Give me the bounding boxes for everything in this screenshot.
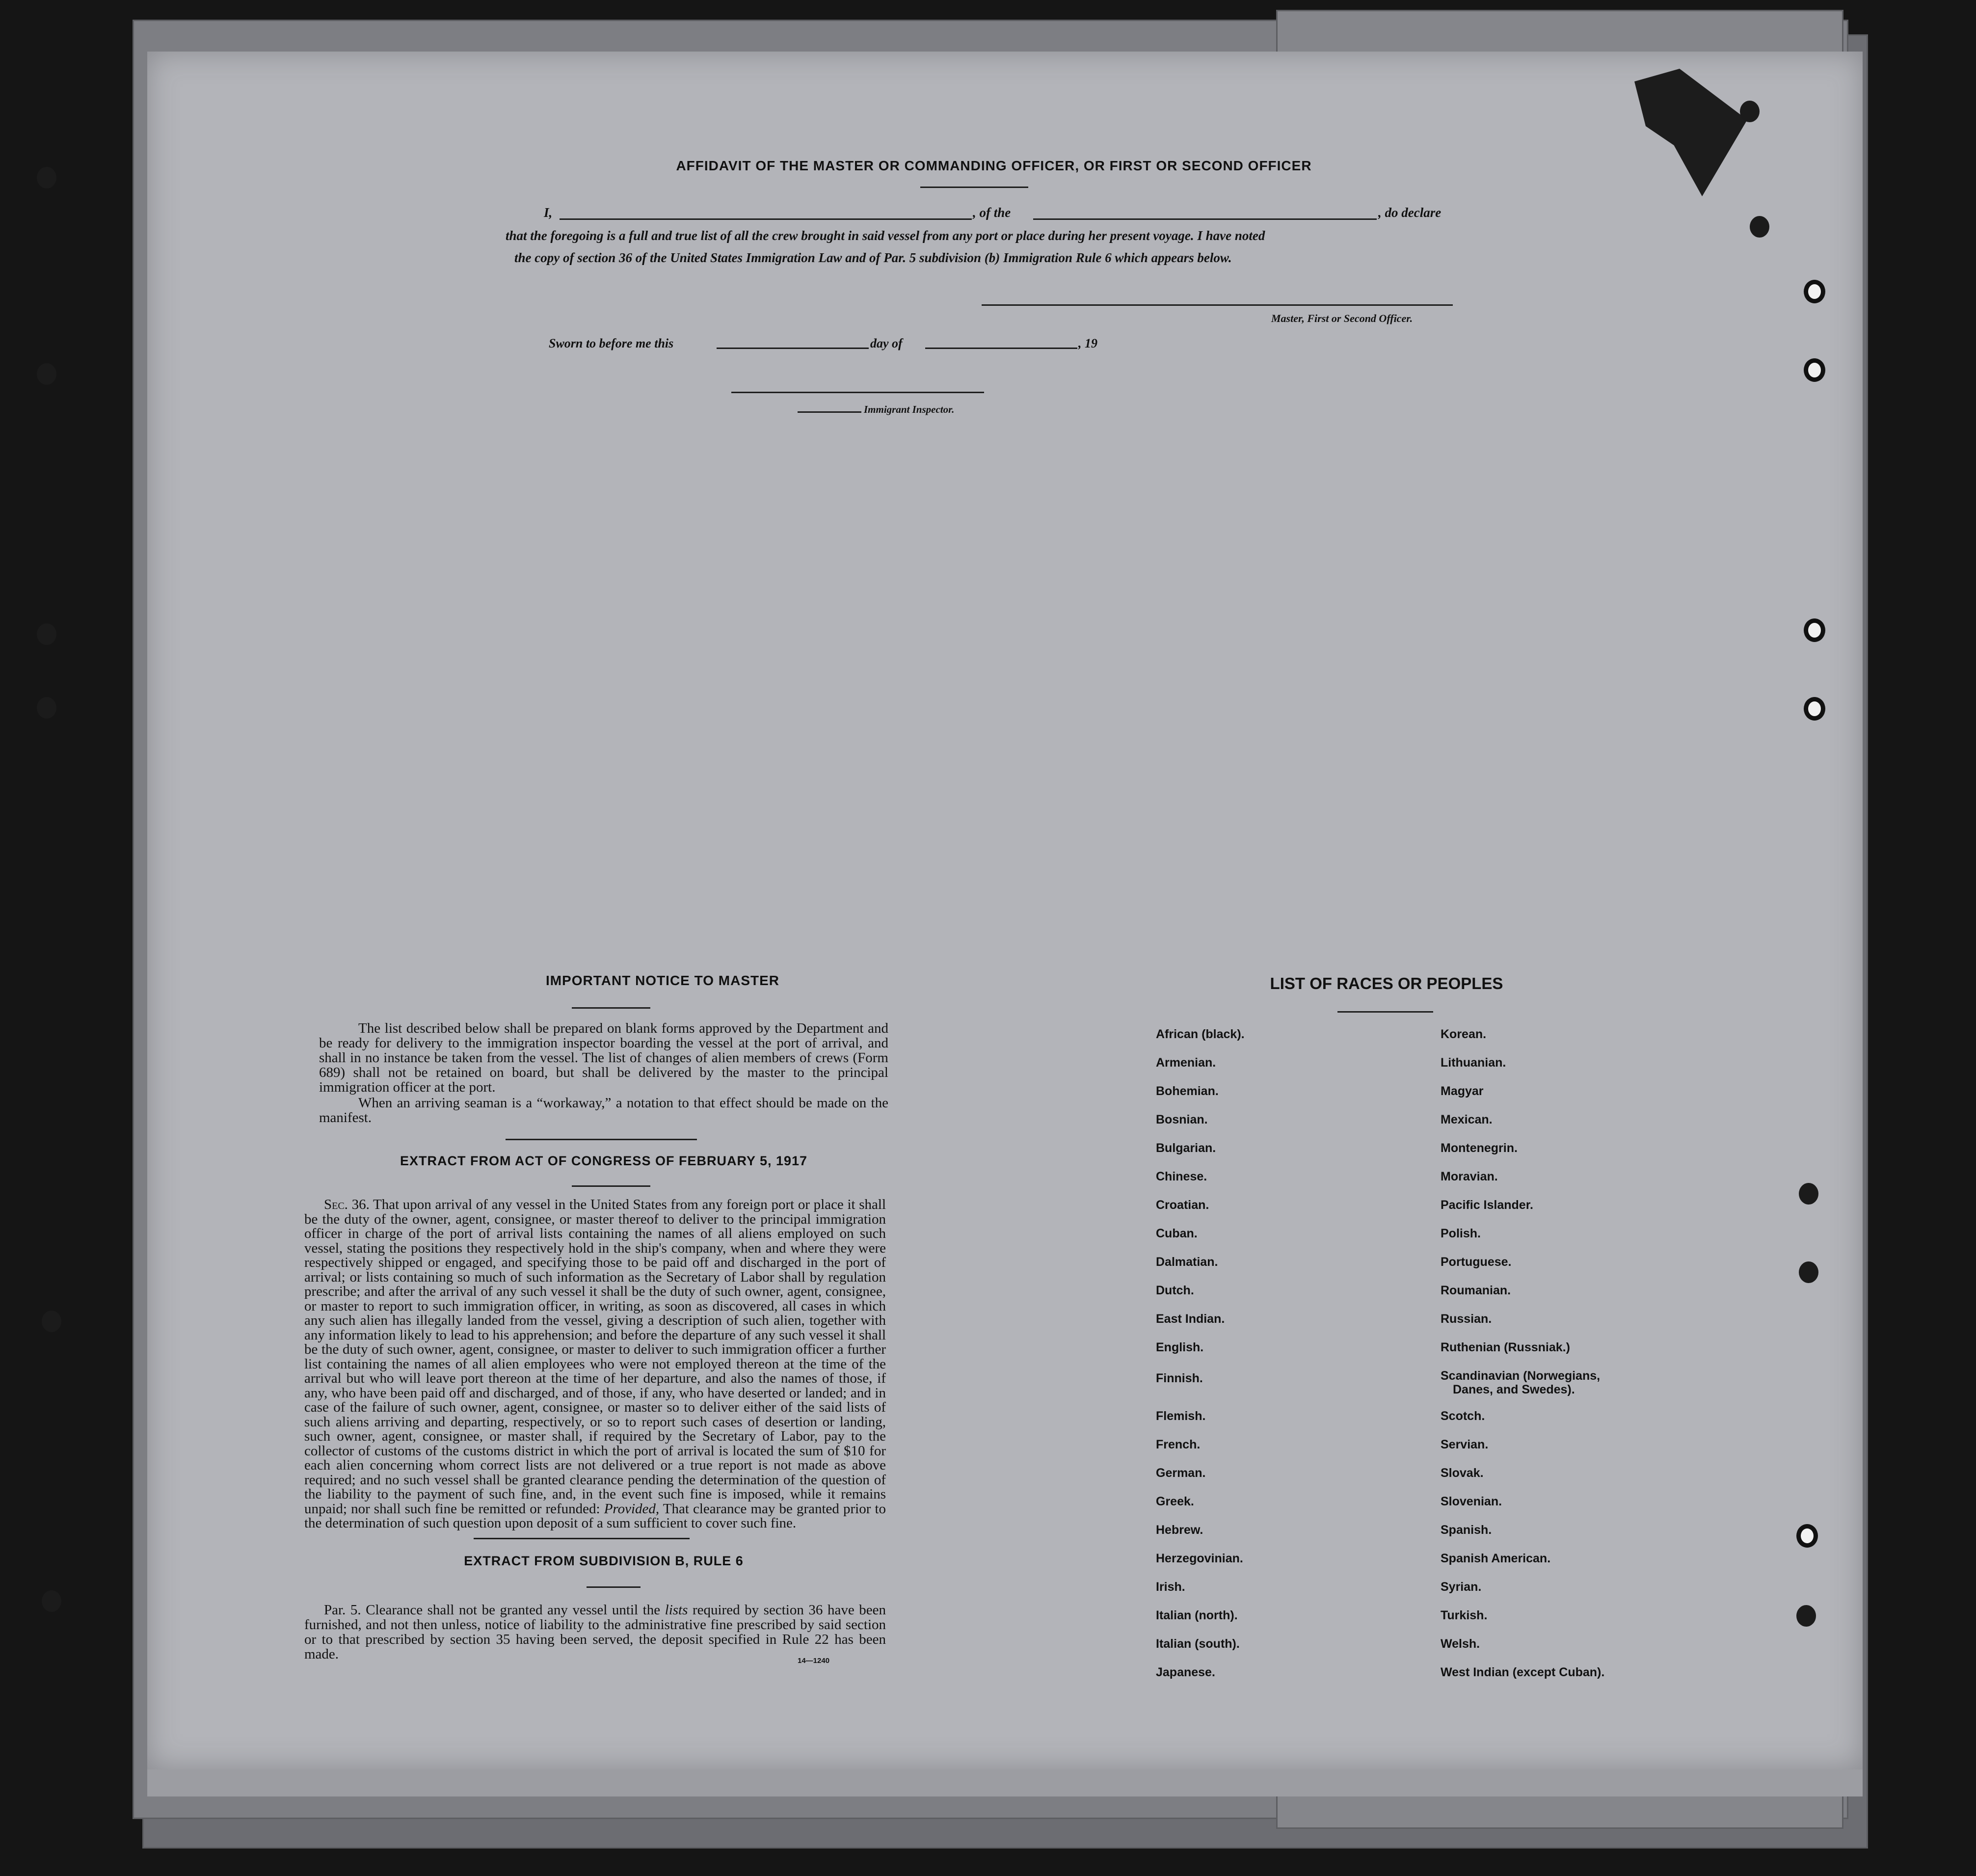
sworn-label: Sworn to before me this [549, 336, 674, 350]
race-item: Armenian. [1156, 1056, 1216, 1070]
race-item: West Indian (except Cuban). [1441, 1665, 1605, 1679]
notice-divider [506, 1139, 697, 1140]
master-signature-label: Master, First or Second Officer. [1271, 312, 1413, 324]
punch-hole [42, 1590, 61, 1612]
extract-act-title: EXTRACT FROM ACT OF CONGRESS OF FEBRUARY 5, 1917 [400, 1153, 808, 1168]
section-prefix: Sec. 36. [324, 1197, 370, 1212]
race-item: Finnish. [1156, 1371, 1203, 1385]
punch-hole [1804, 280, 1825, 303]
affidavit-notice-line: the copy of section 36 of the United States Immigration Law and of Par. 5 subdivision (b) Immigration Rule 6 which appears below. [514, 250, 1232, 265]
race-item: Montenegrin. [1441, 1141, 1518, 1155]
race-item: Croatian. [1156, 1198, 1209, 1212]
race-item: Chinese. [1156, 1170, 1207, 1183]
sworn-day-line[interactable] [717, 348, 869, 349]
extract-rule-title: EXTRACT FROM SUBDIVISION B, RULE 6 [464, 1554, 744, 1568]
punch-hole [1750, 216, 1769, 238]
extract-act-body [304, 1198, 886, 1531]
race-item: Italian (north). [1156, 1608, 1238, 1622]
notice-title: IMPORTANT NOTICE TO MASTER [545, 973, 780, 988]
affidavit-declare-label: , do declare [1378, 205, 1442, 220]
affidavit-i-label: I, [544, 205, 553, 220]
punch-hole [37, 363, 56, 385]
name-blank-line[interactable] [560, 218, 972, 220]
punch-hole [1799, 1183, 1818, 1205]
title-rule [920, 187, 1028, 188]
race-item: Cuban. [1156, 1227, 1198, 1240]
race-item: Danes, and Swedes). [1453, 1383, 1575, 1396]
extract-rule-rule [587, 1586, 641, 1588]
affidavit-title: AFFIDAVIT OF THE MASTER OR COMMANDING OFFICER, OR FIRST OR SECOND OFFICER [676, 158, 1312, 173]
sworn-year-label: , 19 [1078, 336, 1097, 350]
vessel-blank-line[interactable] [1033, 218, 1377, 220]
sworn-day-label: day of [870, 336, 903, 350]
extract-rule-body [304, 1603, 886, 1662]
inspector-signature-line[interactable] [731, 392, 984, 393]
affidavit-of-the-label: , of the [973, 205, 1011, 220]
punch-hole [1804, 618, 1825, 642]
race-item: African (black). [1156, 1027, 1245, 1041]
race-item: Hebrew. [1156, 1523, 1203, 1537]
notice-paragraph-1: The list described below shall be prepared on blank forms approved by the Department and be ready for delivery to the immigration inspector boarding the vessel at the port of arrival, and shall in no instance be taken from the vessel. The list of changes of alien members of crews (Form 689) shall not be retained on board, but shall be delivered by the master to the principal immigration officer at the port. [319, 1020, 888, 1095]
race-item: Welsh. [1441, 1637, 1480, 1651]
punch-hole [1796, 1524, 1818, 1548]
lists-word: lists [665, 1602, 688, 1618]
affidavit-statement-line: that the foregoing is a full and true list of all the crew brought in said vessel from any port or place during her present voyage. I have noted [506, 228, 1265, 243]
race-item: East Indian. [1156, 1312, 1225, 1326]
race-item: Servian. [1441, 1438, 1489, 1451]
punch-hole [1799, 1261, 1818, 1283]
punch-hole [1804, 358, 1825, 382]
extract-act-rule [572, 1185, 650, 1187]
races-title: LIST OF RACES OR PEOPLES [1270, 974, 1503, 992]
races-rule [1337, 1011, 1433, 1013]
punch-hole [1796, 1605, 1816, 1627]
form-number: 14—1240 [798, 1657, 830, 1665]
race-item: Moravian. [1441, 1170, 1498, 1183]
section-text-start: That upon arrival of any vessel in the United States from any foreign port or place it shall be the duty of the owner, agent, consignee, or master thereof to deliver to the principal immigration officer in charge of the port of arrival lists containing the names of all aliens employed on such vessel, stating the positions they respectively hold in the ship's company, when and where they were respectively shipped or engaged, and specifying those to be paid off and discharged in the port of arrival; or lists containing so much of such information as the Secretary of Labor shall by regulation prescribe; and after the arrival of any such vessel it shall be the duty of such owner, agent, consignee, or master to report to such immigration officer, in writing, as soon as discovered, all cases in which any such alien has illegally landed from the vessel, giving a description of such alien, together with any information likely to lead to his apprehension; and before the departure of any such vessel it shall be the duty of such owner, agent, consignee, or master to deliver to such immigration officer a further list containing the names of all alien employees who were not employed thereon at the time of the arrival but who will leave port thereon at the time of her departure, and also the names of those, if any, who have been paid off and discharged, and of those, if any, who have deserted or landed; and in case of the failure of such owner, agent, consignee, or master so to deliver either of the said lists of such aliens arriving and departing, respectively, or so to report such cases of desertion or landing, such owner, agent, consignee, or master shall, if required by the Secretary of Labor, pay to the collector of customs of the customs district in which the port of arrival is located the sum of $10 for each alien concerning whom correct lists are not delivered or a true report is not made as above required; and no such vessel shall be granted clearance pending the determination of the question of the liability to the payment of such fine, and, in the event such fine is imposed, while it remains unpaid; nor shall such fine be remitted or refunded: [304, 1197, 886, 1517]
race-item: Polish. [1441, 1227, 1481, 1240]
race-item: Flemish. [1156, 1409, 1206, 1423]
notice-paragraph-2: When an arriving seaman is a “workaway,” a notation to that effect should be made on the manifest. [319, 1095, 888, 1126]
race-item: Portuguese. [1441, 1255, 1512, 1269]
race-item: Russian. [1441, 1312, 1492, 1326]
race-item: Spanish American. [1441, 1552, 1551, 1565]
race-item: Korean. [1441, 1027, 1487, 1041]
race-item: Ruthenian (Russniak.) [1441, 1340, 1570, 1354]
race-item: Syrian. [1441, 1580, 1482, 1594]
punch-hole [37, 167, 56, 188]
section-text-end: That clearance may be granted prior to the determination of such question upon deposit of a sum sufficient to cover such fine. [304, 1501, 886, 1531]
punch-hole [37, 623, 56, 645]
race-item: Japanese. [1156, 1665, 1215, 1679]
punch-hole [42, 1311, 61, 1332]
sworn-month-line[interactable] [925, 348, 1077, 349]
inspector-label: Immigrant Inspector. [864, 403, 955, 415]
race-item: Bulgarian. [1156, 1141, 1216, 1155]
race-item: Bohemian. [1156, 1084, 1219, 1098]
race-item: Dutch. [1156, 1284, 1194, 1297]
race-item: Bosnian. [1156, 1113, 1208, 1126]
race-item: Herzegovinian. [1156, 1552, 1243, 1565]
race-item: Mexican. [1441, 1113, 1493, 1126]
race-item: Pacific Islander. [1441, 1198, 1533, 1212]
race-item: Spanish. [1441, 1523, 1492, 1537]
race-item: Turkish. [1441, 1608, 1488, 1622]
race-item: Irish. [1156, 1580, 1185, 1594]
race-item: Scotch. [1441, 1409, 1485, 1423]
master-signature-line[interactable] [982, 304, 1453, 306]
race-item: Slovenian. [1441, 1495, 1502, 1508]
race-item: German. [1156, 1466, 1206, 1480]
race-item: Slovak. [1441, 1466, 1484, 1480]
punch-hole [37, 697, 56, 719]
punch-hole [1740, 101, 1760, 122]
race-item: Greek. [1156, 1495, 1194, 1508]
race-item: English. [1156, 1340, 1204, 1354]
rule-text-end: required by section 36 have been furnished, and not then unless, notice of liability to the administrative fine prescribed by said section or to that prescribed by section 35 having been served, the deposit specified in Rule 22 has been made. [304, 1602, 886, 1662]
notice-rule [572, 1007, 650, 1009]
race-item: Italian (south). [1156, 1637, 1240, 1651]
race-item: Lithuanian. [1441, 1056, 1506, 1070]
extract-act-divider [474, 1538, 690, 1539]
provided-word: Provided, [604, 1501, 660, 1517]
inspector-short-line [798, 411, 861, 413]
rule-text-start: Par. 5. Clearance shall not be granted any vessel until the [324, 1602, 665, 1618]
race-item: Dalmatian. [1156, 1255, 1218, 1269]
race-item: Scandinavian (Norwegians, [1441, 1369, 1601, 1383]
race-item: French. [1156, 1438, 1201, 1451]
punch-hole [1804, 697, 1825, 721]
race-item: Roumanian. [1441, 1284, 1511, 1297]
race-item: Magyar [1441, 1084, 1484, 1098]
